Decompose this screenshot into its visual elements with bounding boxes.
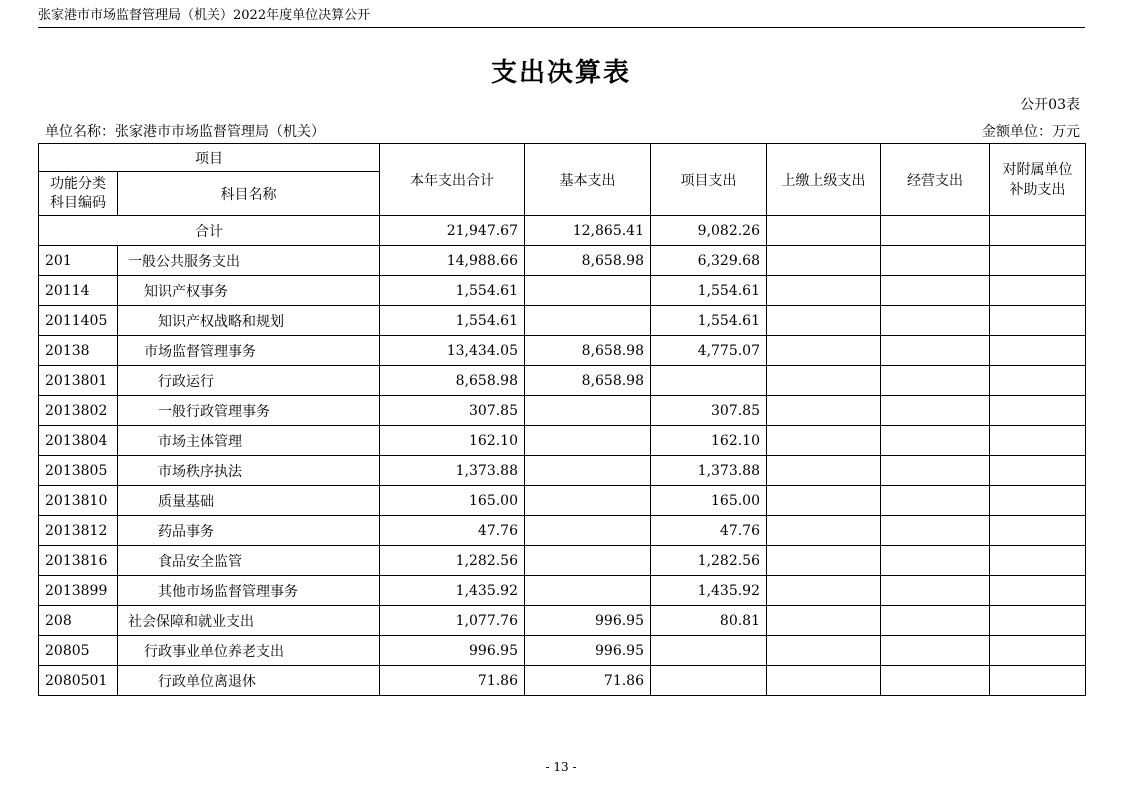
row-name: 药品事务 <box>118 516 380 546</box>
row-subsidy <box>990 456 1086 486</box>
row-upper-payment <box>767 306 881 336</box>
row-subsidy <box>990 276 1086 306</box>
row-name: 一般行政管理事务 <box>118 396 380 426</box>
row-business <box>881 636 990 666</box>
row-project-expenditure: 47.76 <box>651 516 767 546</box>
row-name: 行政单位离退休 <box>118 666 380 696</box>
row-subsidy <box>990 636 1086 666</box>
row-project-expenditure <box>651 366 767 396</box>
row-upper-payment <box>767 246 881 276</box>
table-row <box>39 366 1086 396</box>
row-project-expenditure: 80.81 <box>651 606 767 636</box>
expenditure-table <box>38 143 1086 696</box>
row-business <box>881 426 990 456</box>
row-upper-payment <box>767 516 881 546</box>
row-project-expenditure: 1,554.61 <box>651 276 767 306</box>
table-row <box>39 666 1086 696</box>
row-basic: 71.86 <box>525 666 651 696</box>
row-basic <box>525 456 651 486</box>
table-row <box>39 606 1086 636</box>
row-total: 996.95 <box>380 636 525 666</box>
row-business <box>881 336 990 366</box>
row-business <box>881 396 990 426</box>
row-subsidy <box>990 396 1086 426</box>
table-row <box>39 246 1086 276</box>
header-basic: 基本支出 <box>525 144 651 216</box>
row-total: 13,434.05 <box>380 336 525 366</box>
row-upper-payment <box>767 636 881 666</box>
row-code: 2013801 <box>39 366 118 396</box>
row-business <box>881 546 990 576</box>
row-name: 行政运行 <box>118 366 380 396</box>
table-row <box>39 336 1086 366</box>
row-business <box>881 576 990 606</box>
row-subsidy <box>990 486 1086 516</box>
row-basic <box>525 396 651 426</box>
row-business <box>881 486 990 516</box>
table-row <box>39 486 1086 516</box>
row-upper-payment <box>767 486 881 516</box>
row-upper-payment <box>767 366 881 396</box>
row-code: 20138 <box>39 336 118 366</box>
row-total: 307.85 <box>380 396 525 426</box>
row-upper-payment <box>767 576 881 606</box>
table-row <box>39 516 1086 546</box>
row-total: 14,988.66 <box>380 246 525 276</box>
total-row <box>39 216 1086 246</box>
row-business <box>881 306 990 336</box>
row-business <box>881 456 990 486</box>
row-name: 知识产权战略和规划 <box>118 306 380 336</box>
row-total: 1,554.61 <box>380 276 525 306</box>
row-total: 1,282.56 <box>380 546 525 576</box>
row-name: 食品安全监管 <box>118 546 380 576</box>
header-name: 科目名称 <box>118 172 380 216</box>
row-total: 165.00 <box>380 486 525 516</box>
page-title: 支出决算表 <box>490 58 631 88</box>
row-name: 市场主体管理 <box>118 426 380 456</box>
total-business <box>881 216 990 246</box>
row-total: 1,373.88 <box>380 456 525 486</box>
header-business: 经营支出 <box>881 144 990 216</box>
row-total: 1,077.76 <box>380 606 525 636</box>
row-subsidy <box>990 366 1086 396</box>
header-rule <box>38 27 1085 28</box>
table-row <box>39 546 1086 576</box>
row-project-expenditure: 1,282.56 <box>651 546 767 576</box>
row-upper-payment <box>767 666 881 696</box>
row-basic: 996.95 <box>525 606 651 636</box>
row-basic <box>525 276 651 306</box>
row-business <box>881 366 990 396</box>
table-row <box>39 396 1086 426</box>
unit-name: 单位名称：张家港市市场监督管理局（机关） <box>45 124 325 140</box>
header-total: 本年支出合计 <box>380 144 525 216</box>
row-project-expenditure: 1,554.61 <box>651 306 767 336</box>
row-upper-payment <box>767 276 881 306</box>
row-code: 2013816 <box>39 546 118 576</box>
row-code: 208 <box>39 606 118 636</box>
row-project-expenditure: 307.85 <box>651 396 767 426</box>
header-project-expenditure: 项目支出 <box>651 144 767 216</box>
row-name: 一般公共服务支出 <box>118 246 380 276</box>
row-business <box>881 276 990 306</box>
row-project-expenditure: 162.10 <box>651 426 767 456</box>
header-upper-payment: 上缴上级支出 <box>767 144 881 216</box>
row-basic <box>525 426 651 456</box>
row-upper-payment <box>767 336 881 366</box>
row-name: 市场监督管理事务 <box>118 336 380 366</box>
row-name: 市场秩序执法 <box>118 456 380 486</box>
row-basic <box>525 516 651 546</box>
row-code: 2013810 <box>39 486 118 516</box>
document-header: 张家港市市场监督管理局（机关）2022年度单位决算公开 <box>38 8 371 23</box>
row-code: 2013899 <box>39 576 118 606</box>
total-total: 21,947.67 <box>380 216 525 246</box>
row-project-expenditure: 1,435.92 <box>651 576 767 606</box>
row-upper-payment <box>767 546 881 576</box>
row-business <box>881 246 990 276</box>
row-total: 8,658.98 <box>380 366 525 396</box>
row-name: 社会保障和就业支出 <box>118 606 380 636</box>
row-code: 2080501 <box>39 666 118 696</box>
total-project-expenditure: 9,082.26 <box>651 216 767 246</box>
table-row <box>39 426 1086 456</box>
row-name: 知识产权事务 <box>118 276 380 306</box>
row-subsidy <box>990 576 1086 606</box>
table-row <box>39 306 1086 336</box>
row-subsidy <box>990 666 1086 696</box>
row-basic: 8,658.98 <box>525 246 651 276</box>
header-project: 项目 <box>39 144 380 172</box>
row-project-expenditure: 1,373.88 <box>651 456 767 486</box>
row-basic <box>525 546 651 576</box>
table-row <box>39 636 1086 666</box>
total-basic: 12,865.41 <box>525 216 651 246</box>
row-basic <box>525 306 651 336</box>
row-total: 1,554.61 <box>380 306 525 336</box>
row-name: 其他市场监督管理事务 <box>118 576 380 606</box>
row-code: 2013812 <box>39 516 118 546</box>
row-code: 201 <box>39 246 118 276</box>
row-basic: 8,658.98 <box>525 336 651 366</box>
row-code: 2013802 <box>39 396 118 426</box>
row-total: 47.76 <box>380 516 525 546</box>
row-code: 20805 <box>39 636 118 666</box>
row-basic: 8,658.98 <box>525 366 651 396</box>
page-number: - 13 - <box>545 760 577 774</box>
row-basic <box>525 576 651 606</box>
row-code: 2013804 <box>39 426 118 456</box>
row-basic: 996.95 <box>525 636 651 666</box>
row-code: 20114 <box>39 276 118 306</box>
row-total: 1,435.92 <box>380 576 525 606</box>
row-subsidy <box>990 336 1086 366</box>
row-project-expenditure: 4,775.07 <box>651 336 767 366</box>
row-project-expenditure: 6,329.68 <box>651 246 767 276</box>
row-subsidy <box>990 606 1086 636</box>
row-subsidy <box>990 306 1086 336</box>
total-upper-payment <box>767 216 881 246</box>
row-total: 71.86 <box>380 666 525 696</box>
total-subsidy <box>990 216 1086 246</box>
header-code: 功能分类 科目编码 <box>39 172 118 216</box>
row-project-expenditure: 165.00 <box>651 486 767 516</box>
row-total: 162.10 <box>380 426 525 456</box>
row-subsidy <box>990 516 1086 546</box>
row-upper-payment <box>767 426 881 456</box>
table-row <box>39 576 1086 606</box>
table-row <box>39 456 1086 486</box>
row-business <box>881 516 990 546</box>
row-business <box>881 606 990 636</box>
total-label: 合计 <box>39 216 380 246</box>
row-name: 行政事业单位养老支出 <box>118 636 380 666</box>
row-business <box>881 666 990 696</box>
row-name: 质量基础 <box>118 486 380 516</box>
row-subsidy <box>990 546 1086 576</box>
row-basic <box>525 486 651 516</box>
row-subsidy <box>990 246 1086 276</box>
table-row <box>39 276 1086 306</box>
row-project-expenditure <box>651 666 767 696</box>
row-project-expenditure <box>651 636 767 666</box>
amount-unit: 金额单位：万元 <box>982 124 1080 140</box>
form-number: 公开03表 <box>1020 97 1080 113</box>
row-code: 2013805 <box>39 456 118 486</box>
row-upper-payment <box>767 606 881 636</box>
row-upper-payment <box>767 396 881 426</box>
row-subsidy <box>990 426 1086 456</box>
row-upper-payment <box>767 456 881 486</box>
header-subsidy: 对附属单位 补助支出 <box>990 144 1086 216</box>
row-code: 2011405 <box>39 306 118 336</box>
